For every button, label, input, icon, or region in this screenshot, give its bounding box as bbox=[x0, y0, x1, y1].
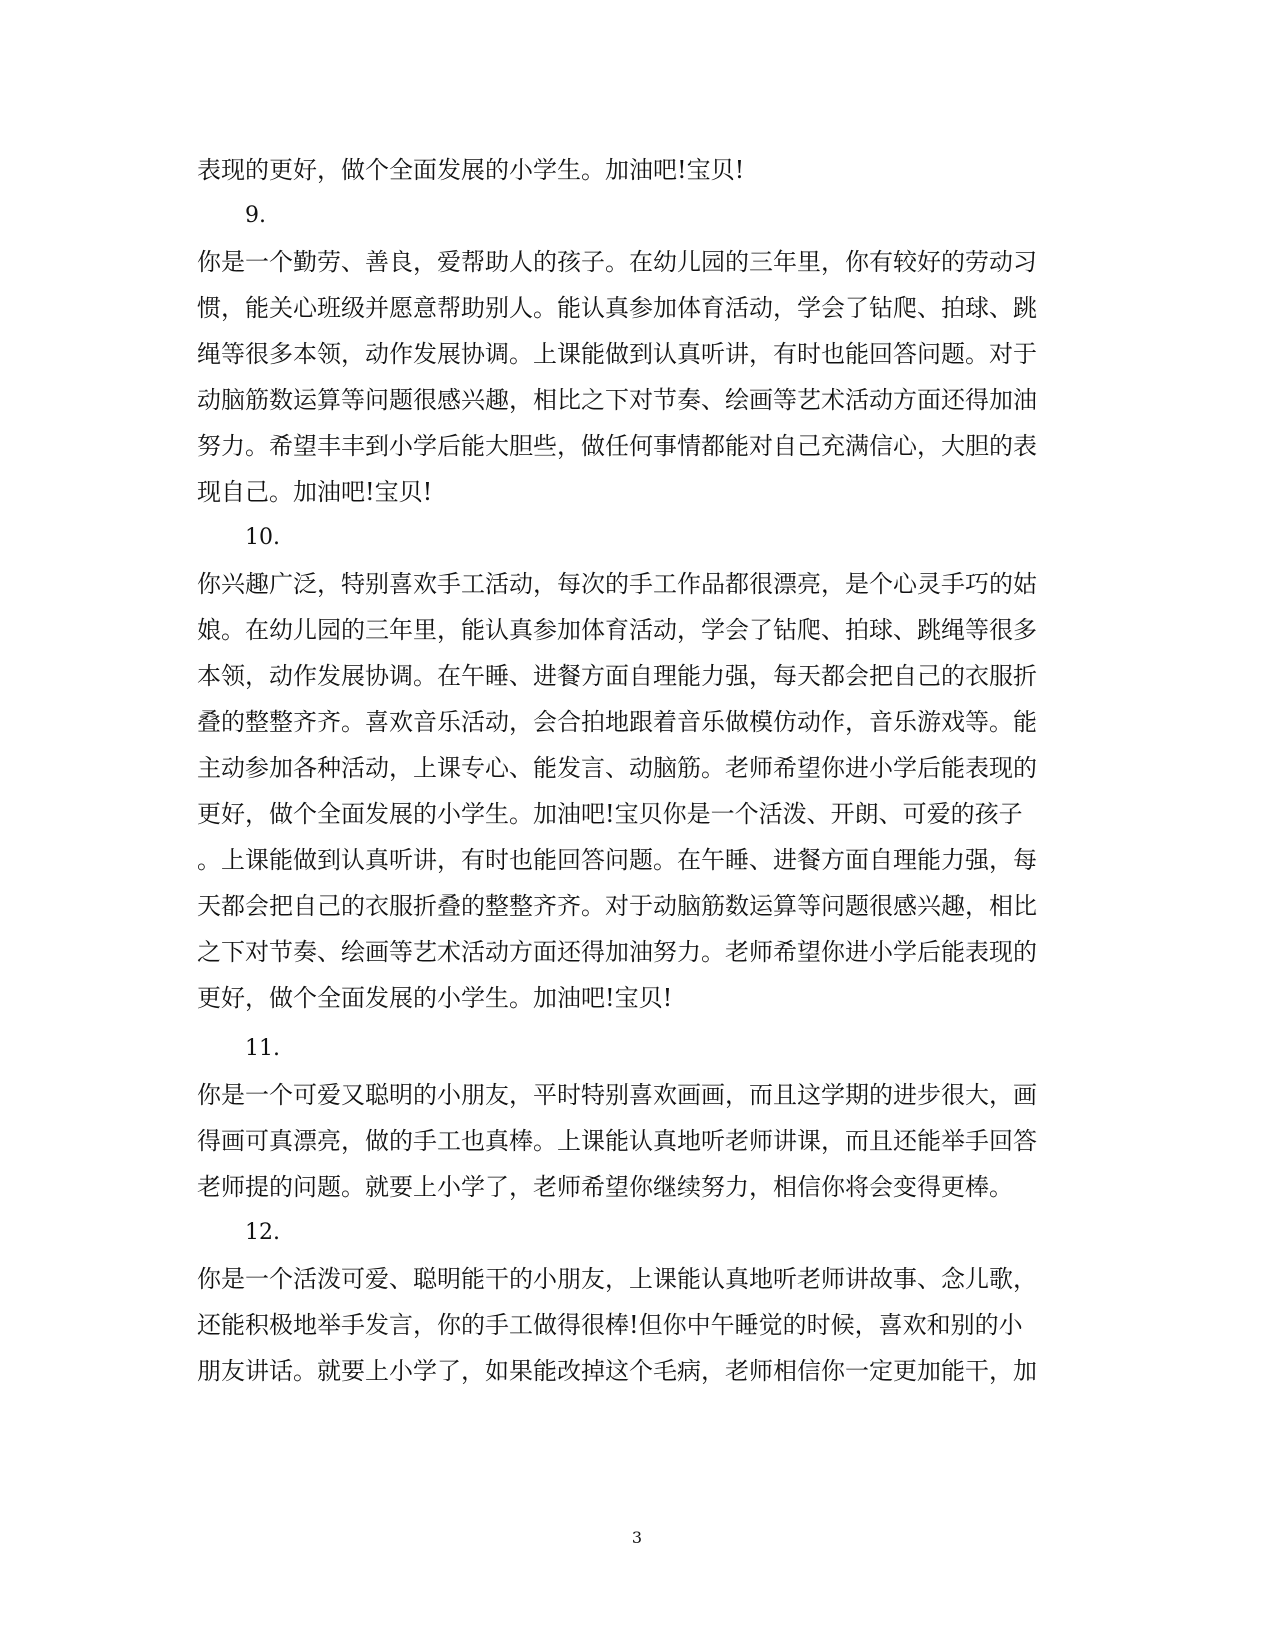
item-number: 12. bbox=[245, 1220, 280, 1245]
item-number: 11. bbox=[245, 1036, 280, 1061]
paragraph-line: 努力。希望丰丰到小学后能大胆些，做任何事情都能对自己充满信心，大胆的表 bbox=[197, 432, 1037, 460]
paragraph-line: 动脑筋数运算等问题很感兴趣，相比之下对节奏、绘画等艺术活动方面还得加油 bbox=[197, 386, 1037, 414]
paragraph-line: 你兴趣广泛，特别喜欢手工活动，每次的手工作品都很漂亮，是个心灵手巧的姑 bbox=[197, 570, 1037, 598]
paragraph-line: 主动参加各种活动，上课专心、能发言、动脑筋。老师希望你进小学后能表现的 bbox=[197, 754, 1037, 782]
item-number: 9. bbox=[245, 203, 266, 228]
paragraph-line: 更好，做个全面发展的小学生。加油吧!宝贝! bbox=[197, 984, 673, 1012]
paragraph-line: 之下对节奏、绘画等艺术活动方面还得加油努力。老师希望你进小学后能表现的 bbox=[197, 938, 1037, 966]
paragraph-line: 现自己。加油吧!宝贝! bbox=[197, 478, 433, 506]
paragraph-line: 本领，动作发展协调。在午睡、进餐方面自理能力强，每天都会把自己的衣服折 bbox=[197, 662, 1037, 690]
paragraph-line: 你是一个勤劳、善良，爱帮助人的孩子。在幼儿园的三年里，你有较好的劳动习 bbox=[197, 248, 1037, 276]
paragraph-line: 你是一个活泼可爱、聪明能干的小朋友，上课能认真地听老师讲故事、念儿歌， bbox=[197, 1265, 1037, 1293]
paragraph-line: 表现的更好，做个全面发展的小学生。加油吧!宝贝! bbox=[197, 156, 745, 184]
paragraph-line: 天都会把自己的衣服折叠的整整齐齐。对于动脑筋数运算等问题很感兴趣，相比 bbox=[197, 892, 1037, 920]
item-number: 10. bbox=[245, 525, 280, 550]
paragraph-line: 。上课能做到认真听讲，有时也能回答问题。在午睡、进餐方面自理能力强，每 bbox=[197, 846, 1037, 874]
paragraph-line: 叠的整整齐齐。喜欢音乐活动，会合拍地跟着音乐做模仿动作，音乐游戏等。能 bbox=[197, 708, 1037, 736]
page-number: 3 bbox=[631, 1528, 643, 1547]
paragraph-line: 娘。在幼儿园的三年里，能认真参加体育活动，学会了钻爬、拍球、跳绳等很多 bbox=[197, 616, 1037, 644]
paragraph-line: 朋友讲话。就要上小学了，如果能改掉这个毛病，老师相信你一定更加能干，加 bbox=[197, 1357, 1037, 1385]
paragraph-line: 惯，能关心班级并愿意帮助别人。能认真参加体育活动，学会了钻爬、拍球、跳 bbox=[197, 294, 1037, 322]
paragraph-line: 你是一个可爱又聪明的小朋友，平时特别喜欢画画，而且这学期的进步很大，画 bbox=[197, 1081, 1037, 1109]
paragraph-line: 绳等很多本领，动作发展协调。上课能做到认真听讲，有时也能回答问题。对于 bbox=[197, 340, 1037, 368]
paragraph-line: 更好，做个全面发展的小学生。加油吧!宝贝你是一个活泼、开朗、可爱的孩子 bbox=[197, 800, 1023, 828]
paragraph-line: 得画可真漂亮，做的手工也真棒。上课能认真地听老师讲课，而且还能举手回答 bbox=[197, 1127, 1037, 1155]
paragraph-line: 老师提的问题。就要上小学了，老师希望你继续努力，相信你将会变得更棒。 bbox=[197, 1173, 1013, 1201]
paragraph-line: 还能积极地举手发言，你的手工做得很棒!但你中午睡觉的时候，喜欢和别的小 bbox=[197, 1311, 1023, 1339]
